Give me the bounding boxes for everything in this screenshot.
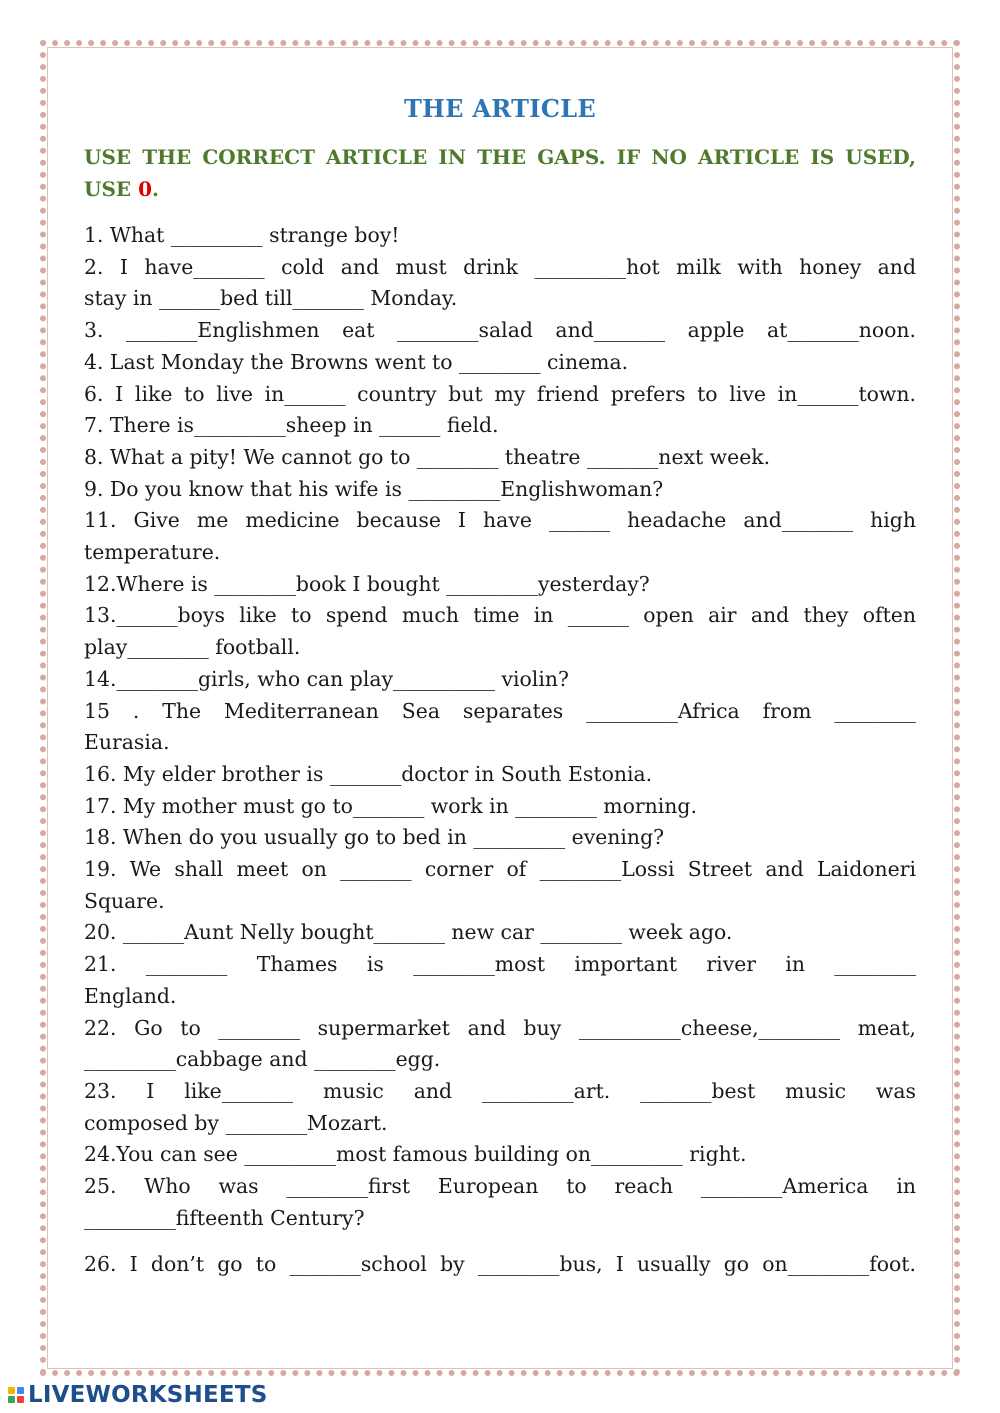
instructions: [84, 141, 916, 205]
exercise-line: 2. I have_______ cold and must drink _________hot milk with honey and: [84, 254, 916, 279]
exercise-line: 11. Give me medicine because I have ______ headache and_______ high: [84, 508, 916, 533]
exercise-line: 22. Go to ________ supermarket and buy __________cheese,________ meat,: [84, 1015, 916, 1040]
exercise-line: 17. My mother must go to_______ work in ________ morning.: [84, 793, 697, 818]
exercise-line: 18. When do you usually go to bed in _________ evening?: [84, 825, 665, 850]
exercise-line: _________cabbage and ________egg.: [84, 1047, 441, 1072]
exercise-line: 8. What a pity! We cannot go to ________ theatre _______next week.: [84, 444, 771, 469]
zero-marker: 0: [138, 177, 153, 201]
exercise-line: England.: [84, 983, 177, 1008]
exercise-line: 20. ______Aunt Nelly bought_______ new car ________ week ago.: [84, 920, 733, 945]
exercise-line: temperature.: [84, 540, 221, 565]
exercise-line: 12.Where is ________book I bought _________yesterday?: [84, 571, 650, 596]
exercise-line: stay in ______bed till_______ Monday.: [84, 286, 458, 311]
exercise-line: composed by ________Mozart.: [84, 1110, 388, 1135]
exercise-line: 23. I like_______ music and _________art. _______best music was: [84, 1078, 916, 1103]
instruction-period: .: [152, 177, 159, 201]
exercise-line: 15 . The Mediterranean Sea separates _________Africa from ________: [84, 698, 916, 723]
logo-grid-icon: [8, 1387, 24, 1403]
exercise-line: _________fifteenth Century?: [84, 1205, 365, 1230]
exercise-line: 6. I like to live in______ country but my friend prefers to live in______town.: [84, 381, 916, 406]
liveworksheets-logo[interactable]: [8, 1382, 267, 1408]
exercise-line: 16. My elder brother is _______doctor in South Estonia.: [84, 761, 653, 786]
exercise-line: 13.______boys like to spend much time in ______ open air and they often: [84, 603, 916, 628]
instruction-text: USE THE CORRECT ARTICLE IN THE GAPS. IF NO ARTICLE IS USED, USE: [84, 145, 916, 201]
exercise-line: play________ football.: [84, 635, 301, 660]
exercise-line: 21. ________ Thames is ________most important river in ________: [84, 952, 916, 977]
exercise-line: 7. There is_________sheep in ______ field.: [84, 413, 499, 438]
logo-wordmark: LIVEWORKSHEETS: [28, 1382, 268, 1408]
exercise-line: 1. What _________ strange boy!: [84, 223, 400, 247]
worksheet-title: THE ARTICLE: [404, 94, 596, 123]
logo-tile: [8, 1387, 15, 1394]
exercise-list: [84, 220, 916, 1280]
logo-tile: [8, 1396, 15, 1403]
exercise-line: 3. _______Englishmen eat ________salad and_______ apple at_______noon.: [84, 318, 916, 343]
exercise-line: Square.: [84, 888, 165, 913]
exercise-line: 9. Do you know that his wife is _________Englishwoman?: [84, 476, 664, 501]
logo-tile: [17, 1387, 24, 1394]
exercise-line: Eurasia.: [84, 730, 170, 755]
exercise-line: 24.You can see _________most famous building on_________ right.: [84, 1142, 747, 1167]
exercise-line: 4. Last Monday the Browns went to ________ cinema.: [84, 349, 629, 374]
exercise-line: 25. Who was ________first European to reach ________America in: [84, 1174, 916, 1199]
logo-tile: [17, 1396, 24, 1403]
exercise-line: 14.________girls, who can play__________ violin?: [84, 666, 569, 691]
exercise-line: 26. I don’t go to _______school by ________bus, I usually go on________foot.: [84, 1251, 916, 1276]
exercise-line: 19. We shall meet on _______ corner of ________Lossi Street and Laidoneri: [84, 857, 916, 882]
